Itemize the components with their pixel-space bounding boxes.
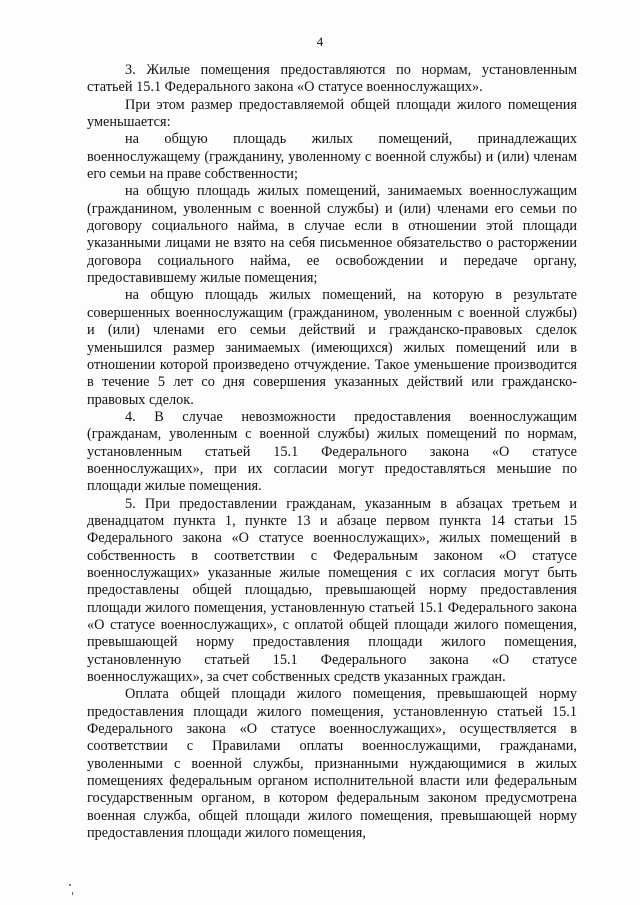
paragraph-social-lease-area: на общую площадь жилых помещений, занимаемых военнослужащим (гражданином, уволенным с военной службы) и (или) членами его семьи по договору социального найма, в случае если в отношении этой площади указанными лицами не взято на себя письменное обязательство о расторжении договора социального найма, ее освобождении и передаче органу, предоставившему жилые помещения; — [87, 183, 577, 287]
paragraph-transactions-area: на общую площадь жилых помещений, на которую в результате совершенных военнослужащим (гражданином, уволенным с военной службы) и (или) членами его семьи действий и гражданско-правовых сделок уменьшился размер занимаемых (имеющихся) жилых помещений или в отношении которой произведено отчуждение. Такое уменьшение производится в течение 5 лет со дня совершения указанных действий или гражданско-правовых сделок. — [87, 287, 577, 408]
paragraph-reduction-intro: При этом размер предоставляемой общей площади жилого помещения уменьшается: — [87, 96, 577, 131]
paragraph-item-3: 3. Жилые помещения предоставляются по нормам, установленным статьей 15.1 Федерального закона «О статусе военнослужащих». — [87, 62, 577, 96]
page-number: 4 — [316, 34, 324, 49]
scan-speck — [69, 884, 71, 886]
paragraph-payment: Оплата общей площади жилого помещения, превышающей норму предоставления площади жилого помещения, установленную статьей 15.1 Федерального закона «О статусе военнослужащих», осуществляется в соответствии с Правилами оплаты военнослужащими, гражданами, уволенными с военной службы, признанными нуждающимися в жилых помещениях федеральным органом исполнительной власти или федеральным государственным органом, в котором федеральным законом предусмотрена военная служба, общей площади жилого помещения, превышающей норму предоставления площади жилого помещения, — [87, 686, 577, 842]
paragraph-item-4: 4. В случае невозможности предоставления военнослужащим (гражданам, уволенным с военной службы) жилых помещений по нормам, установленным статьей 15.1 Федерального закона «О статусе военнослужащих», при их согласии могут предоставляться меньшие по площади жилые помещения. — [87, 408, 577, 495]
paragraph-item-5: 5. При предоставлении гражданам, указанным в абзацах третьем и двенадцатом пункта 1, пункте 13 и абзаце первом пункта 14 статьи 15 Федерального закона «О статусе военнослужащих», жилых помещений в собственность в соответствии с Федеральным законом «О статусе военнослужащих» указанные жилые помещения с их согласия могут быть предоставлены общей площадью, превышающей норму предоставления площади жилого помещения, установленную статьей 15.1 Федерального закона «О статусе военнослужащих», с оплатой общей площади жилого помещения, превышающей норму предоставления площади жилого помещения, установленную статьей 15.1 Федерального закона «О статусе военнослужащих», за счет собственных средств указанных граждан. — [87, 495, 577, 686]
paragraph-owned-area: на общую площадь жилых помещений, принадлежащих военнослужащему (гражданину, уволенному с военной службы) и (или) членам его семьи на праве собственности; — [87, 131, 577, 183]
document-body — [87, 62, 577, 842]
scan-speck — [72, 892, 73, 895]
